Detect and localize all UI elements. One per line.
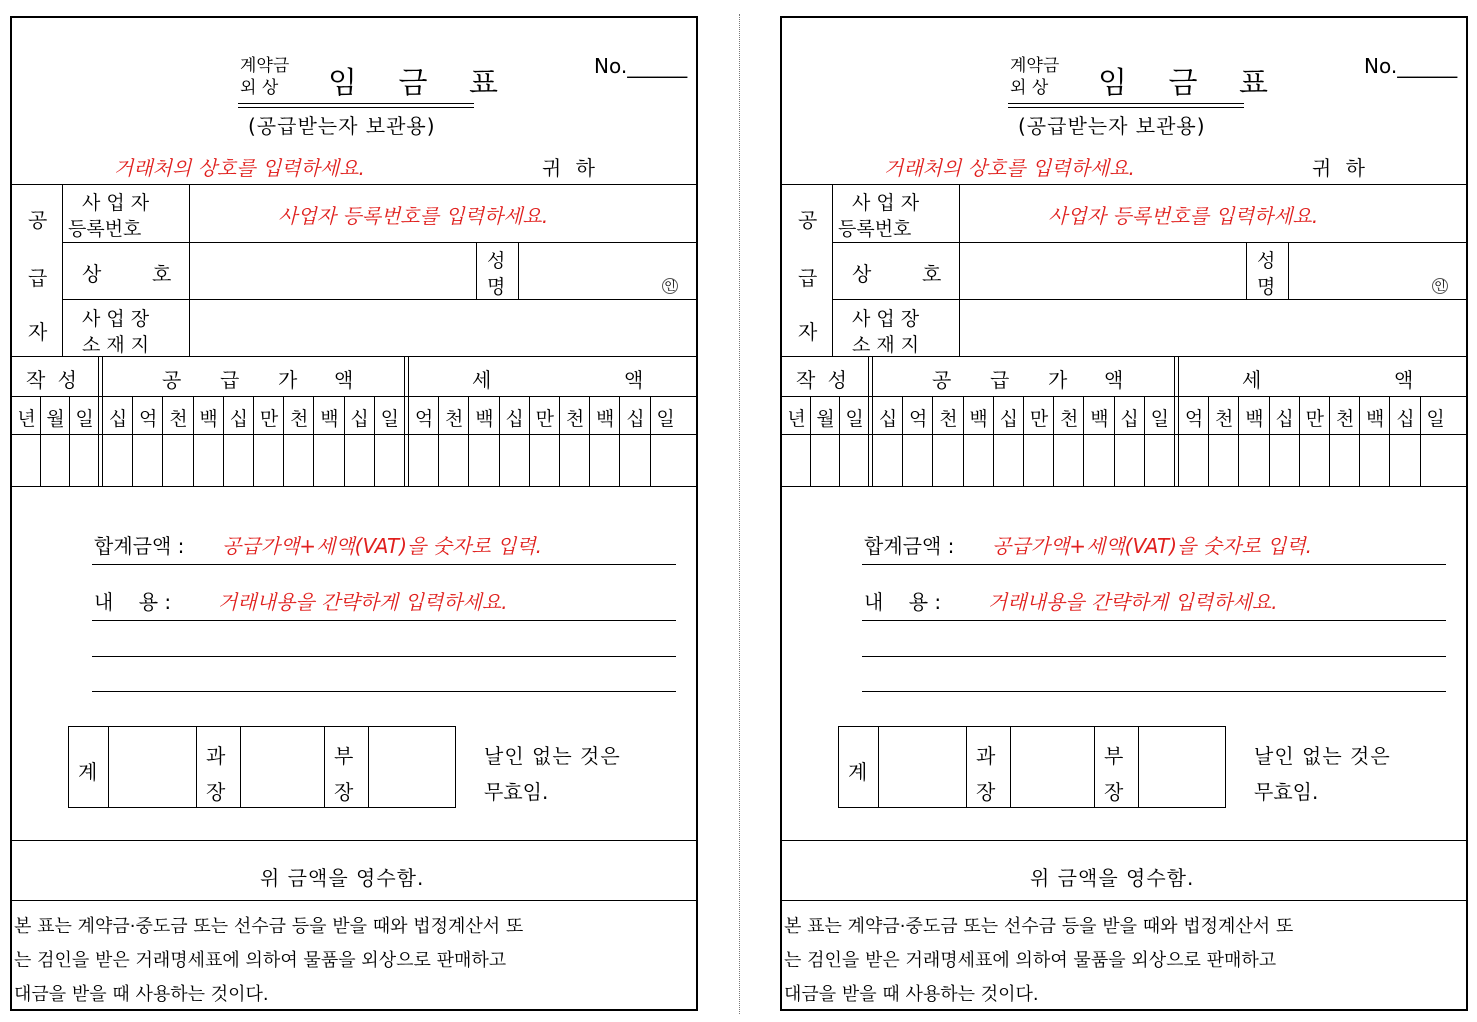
address-label-1: 사 업 장 <box>852 308 920 330</box>
digit-entry-cell[interactable] <box>224 436 254 484</box>
digit-header-8: 만 <box>1029 408 1049 430</box>
digit-header-20: 십 <box>1396 408 1415 430</box>
document-number: No.______ <box>1364 54 1458 78</box>
digit-entry-cell[interactable] <box>1360 436 1390 484</box>
digit-entry-cell[interactable] <box>469 436 499 484</box>
cut-line-divider <box>739 14 740 1014</box>
note-line-3: 대금을 받을 때 사용하는 것이다. <box>14 984 269 1005</box>
supply-label-2: 급 <box>990 368 1010 392</box>
biz-reg-label-2: 등록번호 <box>68 218 142 240</box>
content-field[interactable]: 거래내용을 간략하게 입력하세요. <box>988 590 1278 614</box>
digit-header-10: 백 <box>320 408 339 430</box>
digit-header-19: 백 <box>1366 408 1385 430</box>
digit-entry-cell[interactable] <box>103 436 133 484</box>
name-label-1: 성 <box>1257 250 1276 272</box>
digit-entry-cell[interactable] <box>873 436 903 484</box>
digit-header-5: 천 <box>939 408 958 430</box>
company-name-field[interactable] <box>202 246 472 296</box>
digit-header-0: 년 <box>787 408 806 430</box>
receipt-statement: 위 금액을 영수함. <box>260 866 425 890</box>
biz-reg-label-1: 사 업 자 <box>82 192 150 214</box>
content-extra-line-1[interactable] <box>92 624 676 654</box>
digit-header-5: 천 <box>169 408 188 430</box>
title-prefix-top: 계약금 <box>240 56 290 76</box>
digit-header-14: 천 <box>1215 408 1234 430</box>
digit-entry-cell[interactable] <box>254 436 284 484</box>
company-label-1: 상 <box>852 262 872 286</box>
total-amount-field[interactable]: 공급가액+세액(VAT)을 숫자로 입력. <box>222 534 543 558</box>
digit-entry-cell[interactable] <box>1270 436 1300 484</box>
total-amount-label: 합계금액 : <box>94 534 185 558</box>
digit-entry-cell[interactable] <box>345 436 375 484</box>
title-prefix-bottom: 외 상 <box>1010 78 1049 98</box>
approval-manager-stamp[interactable] <box>1012 728 1092 806</box>
digit-header-6: 백 <box>199 408 218 430</box>
digit-header-15: 백 <box>475 408 494 430</box>
digit-header-21: 일 <box>1426 408 1445 430</box>
digit-entry-cell[interactable] <box>375 436 405 484</box>
written-date-label: 작 성 <box>26 368 80 392</box>
supplier-label-2: 급 <box>28 266 48 290</box>
title-prefix-top: 계약금 <box>1010 56 1060 76</box>
note-line-1: 본 표는 계약금·중도금 또는 선수금 등을 받을 때와 법정계산서 또 <box>784 916 1294 937</box>
company-label-2: 호 <box>152 262 172 286</box>
digit-header-9: 천 <box>1060 408 1079 430</box>
digit-header-18: 천 <box>1335 408 1355 430</box>
digit-header-20: 십 <box>626 408 645 430</box>
digit-entry-cell[interactable] <box>560 436 590 484</box>
digit-header-10: 백 <box>1090 408 1109 430</box>
content-field[interactable]: 거래내용을 간략하게 입력하세요. <box>218 590 508 614</box>
address-label-2: 소 재 지 <box>82 334 150 356</box>
company-label-1: 상 <box>82 262 102 286</box>
company-name-field[interactable] <box>972 246 1242 296</box>
supply-label-3: 가 <box>1048 368 1068 392</box>
copy-type-label: (공급받는자 보관용) <box>1018 114 1206 138</box>
digit-entry-cell[interactable] <box>1421 436 1451 484</box>
digit-entry-cell[interactable] <box>840 436 869 484</box>
address-label-2: 소 재 지 <box>852 334 920 356</box>
digit-header-17: 만 <box>1305 408 1324 430</box>
approval-staff-label: 계 <box>848 760 868 784</box>
supplier-label-1: 공 <box>798 208 818 232</box>
seal-mark: 인 <box>1432 278 1448 294</box>
digit-entry-cell[interactable] <box>1115 436 1145 484</box>
digit-header-15: 백 <box>1245 408 1264 430</box>
digit-entry-cell[interactable] <box>1209 436 1239 484</box>
approval-staff-stamp[interactable] <box>110 728 194 806</box>
supplier-label-2: 급 <box>798 266 818 290</box>
digit-header-0: 년 <box>17 408 36 430</box>
biz-reg-number-field[interactable]: 사업자 등록번호를 입력하세요. <box>278 204 549 228</box>
digit-entry-cell[interactable] <box>994 436 1024 484</box>
content-label: 내 용 : <box>864 590 942 614</box>
representative-name-field[interactable] <box>1292 246 1428 296</box>
digit-header-14: 천 <box>445 408 464 430</box>
note-line-3: 대금을 받을 때 사용하는 것이다. <box>784 984 1039 1005</box>
digit-entry-cell[interactable] <box>1300 436 1330 484</box>
honorific-label: 귀 하 <box>1312 156 1369 180</box>
digit-header-7: 십 <box>229 408 248 430</box>
no-seal-notice-1: 날인 없는 것은 <box>484 744 621 768</box>
digit-entry-cell[interactable] <box>651 436 681 484</box>
digit-header-6: 백 <box>969 408 988 430</box>
approval-manager-stamp[interactable] <box>242 728 322 806</box>
digit-header-19: 백 <box>596 408 615 430</box>
biz-reg-label-2: 등록번호 <box>838 218 912 240</box>
supplier-label-3: 자 <box>798 320 818 344</box>
representative-name-field[interactable] <box>522 246 658 296</box>
approval-manager-label-2: 장 <box>206 780 226 804</box>
supply-label-4: 액 <box>1104 368 1124 392</box>
approval-manager-label-1: 과 <box>206 744 226 768</box>
note-line-1: 본 표는 계약금·중도금 또는 선수금 등을 받을 때와 법정계산서 또 <box>14 916 524 937</box>
digit-header-2: 일 <box>845 408 864 430</box>
digit-header-12: 일 <box>1150 408 1169 430</box>
digit-entry-cell[interactable] <box>933 436 963 484</box>
supplier-label-1: 공 <box>28 208 48 232</box>
seal-mark: 인 <box>662 278 678 294</box>
digit-entry-cell[interactable] <box>70 436 99 484</box>
digit-entry-cell[interactable] <box>133 436 163 484</box>
digit-entry-cell[interactable] <box>500 436 530 484</box>
approval-director-label-2: 장 <box>334 780 354 804</box>
digit-entry-cell[interactable] <box>163 436 193 484</box>
recipient-name-field[interactable]: 거래처의 상호를 입력하세요. <box>114 156 365 180</box>
digit-header-21: 일 <box>656 408 675 430</box>
digit-entry-cell[interactable] <box>314 436 344 484</box>
digit-entry-cell[interactable] <box>530 436 560 484</box>
digit-entry-cell[interactable] <box>903 436 933 484</box>
approval-director-label-1: 부 <box>334 744 354 768</box>
digit-entry-cell[interactable] <box>1330 436 1360 484</box>
approval-director-label-1: 부 <box>1104 744 1124 768</box>
digit-entry-cell[interactable] <box>1024 436 1054 484</box>
biz-reg-number-field[interactable]: 사업자 등록번호를 입력하세요. <box>1048 204 1319 228</box>
digit-entry-cell[interactable] <box>620 436 650 484</box>
digit-entry-cell[interactable] <box>1084 436 1114 484</box>
approval-staff-label: 계 <box>78 760 98 784</box>
written-date-label: 작 성 <box>796 368 850 392</box>
digit-entry-cell[interactable] <box>194 436 224 484</box>
company-label-2: 호 <box>922 262 942 286</box>
supply-label-1: 공 <box>932 368 952 392</box>
content-label: 내 용 : <box>94 590 172 614</box>
copy-type-label: (공급받는자 보관용) <box>248 114 436 138</box>
approval-director-label-2: 장 <box>1104 780 1124 804</box>
digit-header-12: 일 <box>380 408 399 430</box>
digit-header-13: 억 <box>1184 408 1204 430</box>
digit-entry-cell[interactable] <box>439 436 469 484</box>
digit-entry-cell[interactable] <box>1145 436 1175 484</box>
digit-header-3: 십 <box>878 408 898 430</box>
document-number: No.______ <box>594 54 688 78</box>
name-label-1: 성 <box>487 250 506 272</box>
approval-staff-stamp[interactable] <box>880 728 964 806</box>
supply-label-2: 급 <box>220 368 240 392</box>
digit-header-8: 만 <box>259 408 279 430</box>
approval-manager-label-1: 과 <box>976 744 996 768</box>
no-seal-notice-2: 무효임. <box>1254 780 1319 804</box>
supply-label-1: 공 <box>162 368 182 392</box>
tax-label-1: 세 <box>1242 368 1262 392</box>
digit-header-1: 월 <box>46 408 65 430</box>
form-title: 임 금 표 <box>328 66 515 101</box>
business-address-field[interactable] <box>972 304 1462 352</box>
name-label-2: 명 <box>487 276 506 298</box>
note-line-2: 는 검인을 받은 거래명세표에 의하여 물품을 외상으로 판매하고 <box>14 950 507 971</box>
total-amount-label: 합계금액 : <box>864 534 955 558</box>
digit-header-1: 월 <box>816 408 835 430</box>
content-extra-line-2[interactable] <box>92 659 676 689</box>
receipt-statement: 위 금액을 영수함. <box>1030 866 1195 890</box>
digit-entry-cell[interactable] <box>12 436 41 484</box>
form-title: 임 금 표 <box>1098 66 1285 101</box>
digit-header-11: 십 <box>350 408 369 430</box>
approval-manager-label-2: 장 <box>976 780 996 804</box>
tax-label-1: 세 <box>472 368 492 392</box>
approval-director-stamp[interactable] <box>370 728 454 806</box>
honorific-label: 귀 하 <box>542 156 599 180</box>
digit-entry-cell[interactable] <box>590 436 620 484</box>
address-label-1: 사 업 장 <box>82 308 150 330</box>
business-address-field[interactable] <box>202 304 692 352</box>
digit-header-11: 십 <box>1120 408 1139 430</box>
tax-label-2: 액 <box>624 368 644 392</box>
no-seal-notice-2: 무효임. <box>484 780 549 804</box>
supply-label-3: 가 <box>278 368 298 392</box>
digit-entry-cell[interactable] <box>1390 436 1420 484</box>
digit-header-16: 십 <box>1275 408 1294 430</box>
supplier-label-3: 자 <box>28 320 48 344</box>
digit-header-4: 억 <box>909 408 928 430</box>
receipt-form-left <box>10 16 698 1011</box>
digit-header-13: 억 <box>414 408 434 430</box>
digit-header-4: 억 <box>139 408 158 430</box>
digit-entry-cell[interactable] <box>1179 436 1209 484</box>
note-line-2: 는 검인을 받은 거래명세표에 의하여 물품을 외상으로 판매하고 <box>784 950 1277 971</box>
digit-header-7: 십 <box>999 408 1018 430</box>
digit-header-17: 만 <box>535 408 554 430</box>
approval-director-stamp[interactable] <box>1140 728 1224 806</box>
digit-header-16: 십 <box>505 408 524 430</box>
digit-entry-cell[interactable] <box>964 436 994 484</box>
digit-header-18: 천 <box>565 408 585 430</box>
digit-entry-cell[interactable] <box>811 436 840 484</box>
digit-entry-cell[interactable] <box>41 436 70 484</box>
no-seal-notice-1: 날인 없는 것은 <box>1254 744 1391 768</box>
name-label-2: 명 <box>1257 276 1276 298</box>
total-amount-field[interactable]: 공급가액+세액(VAT)을 숫자로 입력. <box>992 534 1313 558</box>
digit-entry-cell[interactable] <box>1054 436 1084 484</box>
digit-header-2: 일 <box>75 408 94 430</box>
title-prefix-bottom: 외 상 <box>240 78 279 98</box>
biz-reg-label-1: 사 업 자 <box>852 192 920 214</box>
digit-header-9: 천 <box>290 408 309 430</box>
recipient-name-field[interactable]: 거래처의 상호를 입력하세요. <box>884 156 1135 180</box>
content-extra-line-1[interactable] <box>862 624 1446 654</box>
receipt-form-right <box>780 16 1468 1011</box>
digit-entry-cell[interactable] <box>782 436 811 484</box>
supply-label-4: 액 <box>334 368 354 392</box>
content-extra-line-2[interactable] <box>862 659 1446 689</box>
digit-entry-cell[interactable] <box>284 436 314 484</box>
digit-entry-cell[interactable] <box>409 436 439 484</box>
digit-entry-cell[interactable] <box>1239 436 1269 484</box>
digit-header-3: 십 <box>108 408 128 430</box>
tax-label-2: 액 <box>1394 368 1414 392</box>
